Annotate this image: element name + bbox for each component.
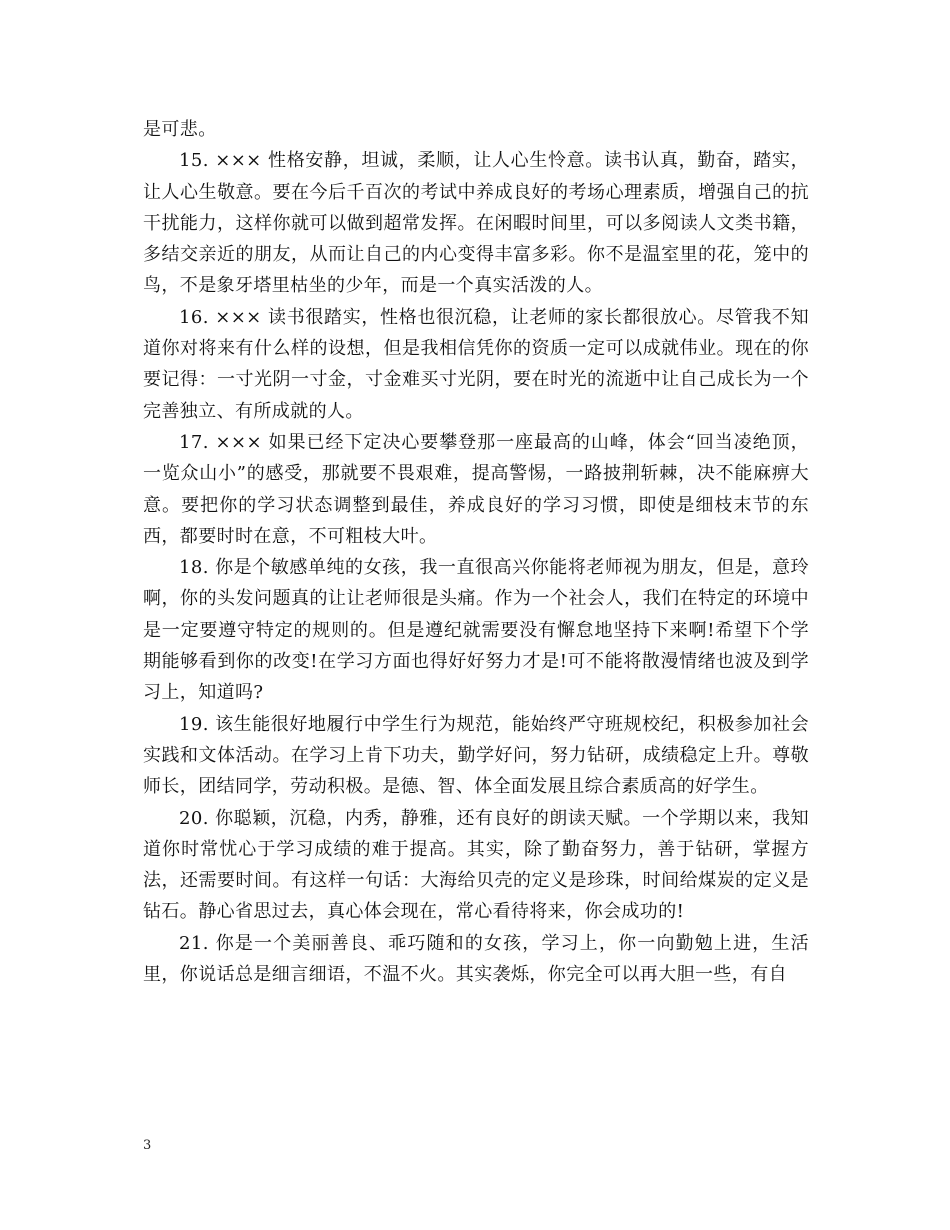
paragraph-19: 19. 该生能很好地履行中学生行为规范，能始终严守班规校纪，积极参加社会实践和文体活动。在学习上肯下功夫，勤学好问，努力钻研，成绩稳定上升。尊敬师长，团结同学，劳动积极。是德、智、体全面发展且综合素质高的好学生。	[143, 713, 809, 798]
paragraph-17: 17. ××× 如果已经下定决心要攀登那一座最高的山峰，体会“回当凌绝顶，一览众山小”的感受，那就要不畏艰难，提高警惕，一路披荆斩棘，决不能麻痹大意。要把你的学习状态调整到最佳，养成良好的学习习惯，即使是细枝末节的东西，都要时时在意，不可粗枝大叶。	[143, 431, 809, 547]
paragraph-16: 16. ××× 读书很踏实，性格也很沉稳，让老师的家长都很放心。尽管我不知道你对将来有什么样的设想，但是我相信凭你的资质一定可以成就伟业。现在的你要记得：一寸光阴一寸金，寸金难买寸光阴，要在时光的流逝中让自己成长为一个完善独立、有所成就的人。	[143, 306, 809, 422]
paragraph-20: 20. 你聪颖，沉稳，内秀，静雅，还有良好的朗读天赋。一个学期以来，我知道你时常忧心于学习成绩的难于提高。其实，除了勤奋努力，善于钻研，掌握方法，还需要时间。有这样一句话：大海给贝壳的定义是珍珠，时间给煤炭的定义是钻石。静心省思过去，真心体会现在，常心看待将来，你会成功的!	[143, 807, 809, 923]
paragraph-continued: 是可悲。	[143, 119, 217, 140]
paragraph-21: 21. 你是一个美丽善良、乖巧随和的女孩，学习上，你一向勤勉上进，生活里，你说话总是细言细语，不温不火。其实袭烁，你完全可以再大胆一些，有自	[143, 932, 809, 986]
page-number: 3	[143, 1138, 152, 1153]
paragraph-18: 18. 你是个敏感单纯的女孩，我一直很高兴你能将老师视为朋友，但是，意玲啊，你的头发问题真的让让老师很是头痛。作为一个社会人，我们在特定的环境中是一定要遵守特定的规则的。但是遵纪就需要没有懈怠地坚持下来啊!希望下个学期能够看到你的改变!在学习方面也得好好努力才是!可不能将散漫情绪也波及到学习上，知道吗?	[143, 557, 809, 704]
document-body	[143, 114, 809, 990]
paragraph-15: 15. ××× 性格安静，坦诚，柔顺，让人心生怜意。读书认真，勤奋，踏实，让人心生敬意。要在今后千百次的考试中养成良好的考场心理素质，增强自己的抗干扰能力，这样你就可以做到超常发挥。在闲暇时间里，可以多阅读人文类书籍，多结交亲近的朋友，从而让自己的内心变得丰富多彩。你不是温室里的花，笼中的鸟，不是象牙塔里枯坐的少年，而是一个真实活泼的人。	[143, 150, 809, 297]
